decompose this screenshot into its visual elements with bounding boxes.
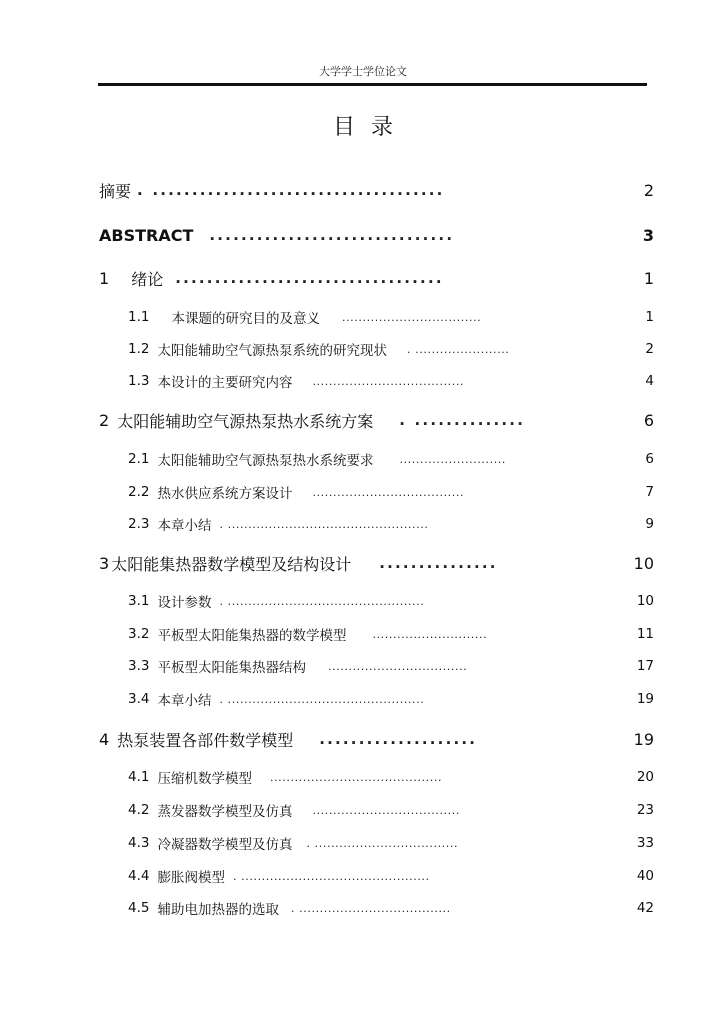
toc-entry-number: 1.3: [128, 373, 150, 389]
toc-dot-leader: ....................................: [312, 803, 460, 817]
toc-entry[interactable]: [99, 408, 654, 432]
toc-page-number: 6: [643, 410, 654, 430]
toc-entry-number: 3.3: [128, 658, 150, 674]
toc-dot-leader: ....................: [319, 730, 478, 748]
toc-entry-number: 4.4: [128, 868, 150, 884]
toc-entry[interactable]: [128, 512, 654, 536]
toc-dot-leader: . .......................: [406, 342, 510, 356]
toc-dot-leader: .....................................: [312, 374, 465, 388]
toc-dot-leader: ..................................: [327, 659, 468, 673]
toc-dot-leader: ..................................: [341, 310, 482, 324]
toc-entry-label: 平板型太阳能集热器结构: [157, 660, 306, 676]
toc-entry-label: 太阳能辅助空气源热泵热水系统要求: [157, 453, 374, 469]
toc-page-number: 23: [636, 802, 654, 818]
toc-page-number: 33: [636, 835, 654, 851]
toc-entry[interactable]: [128, 896, 654, 920]
toc-entry[interactable]: [99, 223, 654, 247]
toc-dot-leader: ..........................: [399, 452, 506, 466]
toc-page-number: 4: [645, 373, 654, 389]
toc-entry-number: 3.4: [128, 691, 150, 707]
toc-page-number: 9: [645, 516, 654, 532]
toc-dot-leader: ..........................................: [269, 770, 443, 784]
toc-page-number: 1: [643, 268, 654, 288]
running-header: 大学学士学位论文: [319, 65, 407, 78]
toc-entry-label: 本章小结: [157, 518, 212, 534]
toc-page-number: 2: [645, 341, 654, 357]
toc-entry-label: 绪论: [131, 269, 164, 289]
toc-dot-leader: . ................................................: [219, 692, 425, 706]
toc-page-number: 10: [633, 553, 654, 573]
toc-entry[interactable]: [128, 480, 654, 504]
toc-entry-number: 4.2: [128, 802, 150, 818]
toc-entry-label: 太阳能辅助空气源热泵系统的研究现状: [157, 343, 387, 359]
toc-entry[interactable]: [128, 765, 654, 789]
toc-entry-number: 3.2: [128, 626, 150, 642]
toc-page-number: 19: [636, 691, 654, 707]
toc-entry-number: 4: [99, 729, 110, 749]
toc-dot-leader: ..................................: [175, 269, 444, 287]
toc-entry-number: 4.3: [128, 835, 150, 851]
toc-entry-label: 热泵装置各部件数学模型: [117, 730, 294, 750]
toc-entry[interactable]: [128, 864, 654, 888]
toc-entry[interactable]: [128, 447, 654, 471]
toc-dot-leader: . ..............................................: [232, 869, 430, 883]
toc-entry[interactable]: [128, 798, 654, 822]
toc-entry-number: 1.2: [128, 341, 150, 357]
toc-entry-number: 4.1: [128, 769, 150, 785]
toc-entry-label: ABSTRACT: [99, 225, 194, 245]
toc-dot-leader: ...............: [379, 554, 498, 572]
toc-entry-label: 膨胀阀模型: [157, 870, 225, 886]
toc-entry-label: 辅助电加热器的选取: [157, 902, 279, 918]
toc-entry[interactable]: [128, 831, 654, 855]
toc-dot-leader: ...............................: [209, 226, 455, 244]
toc-page-number: 10: [636, 593, 654, 609]
toc-entry-label: 蒸发器数学模型及仿真: [157, 804, 293, 820]
toc-dot-leader: . .....................................: [137, 181, 445, 199]
toc-entry-number: 2.2: [128, 484, 150, 500]
toc-page-number: 20: [636, 769, 654, 785]
toc-page-number: 3: [642, 225, 654, 245]
toc-entry-label: 本课题的研究目的及意义: [171, 311, 320, 327]
toc-entry[interactable]: [128, 654, 654, 678]
toc-entry-label: 平板型太阳能集热器的数学模型: [157, 628, 347, 644]
toc-page-number: 7: [645, 484, 654, 500]
toc-dot-leader: ............................: [372, 627, 488, 641]
toc-page-number: 42: [636, 900, 654, 916]
toc-entry[interactable]: [99, 178, 654, 202]
toc-entry-number: 2: [99, 410, 110, 430]
toc-entry-number: 3.1: [128, 593, 150, 609]
toc-page-number: 17: [636, 658, 654, 674]
toc-entry-number: 1: [99, 268, 110, 288]
toc-entry-label: 热水供应系统方案设计: [157, 486, 293, 502]
toc-dot-leader: . ...................................: [306, 836, 459, 850]
toc-entry-number: 1.1: [128, 309, 150, 325]
toc-page-number: 6: [645, 451, 654, 467]
toc-entry[interactable]: [128, 305, 654, 329]
toc-entry[interactable]: [99, 266, 654, 290]
toc-dot-leader: . ................................................: [219, 594, 425, 608]
toc-entry[interactable]: [128, 687, 654, 711]
toc-entry-label: 本章小结: [157, 693, 212, 709]
toc-entry-number: 2.1: [128, 451, 150, 467]
toc-dot-leader: . .....................................: [290, 901, 451, 915]
toc-entry[interactable]: [128, 589, 654, 613]
toc-entry-label: 本设计的主要研究内容: [157, 375, 293, 391]
toc-page-number: 1: [645, 309, 654, 325]
toc-entry[interactable]: [128, 369, 654, 393]
toc-entry-label: 太阳能集热器数学模型及结构设计: [111, 554, 352, 574]
toc-entry[interactable]: [99, 551, 654, 575]
toc-entry-number: 2.3: [128, 516, 150, 532]
toc-dot-leader: .....................................: [312, 485, 465, 499]
header-rule: [98, 83, 647, 86]
toc-entry-label: 冷凝器数学模型及仿真: [157, 837, 293, 853]
toc-page-number: 40: [636, 868, 654, 884]
toc-title: 目录: [332, 115, 409, 140]
toc-entry-label: 太阳能辅助空气源热泵热水系统方案: [117, 411, 374, 431]
toc-page-number: 19: [633, 729, 654, 749]
toc-entry-label: 摘要: [99, 181, 132, 201]
toc-page-number: 11: [636, 626, 654, 642]
toc-entry-label: 设计参数: [157, 595, 212, 611]
toc-page-number: 2: [643, 180, 654, 200]
toc-entry-number: 3: [99, 553, 110, 573]
toc-dot-leader: . ..............: [399, 411, 526, 429]
toc-entry[interactable]: [99, 727, 654, 751]
toc-entry[interactable]: [128, 622, 654, 646]
toc-dot-leader: . .................................................: [219, 517, 429, 531]
toc-entry-number: 4.5: [128, 900, 150, 916]
toc-entry-label: 压缩机数学模型: [157, 771, 252, 787]
toc-entry[interactable]: [128, 337, 654, 361]
